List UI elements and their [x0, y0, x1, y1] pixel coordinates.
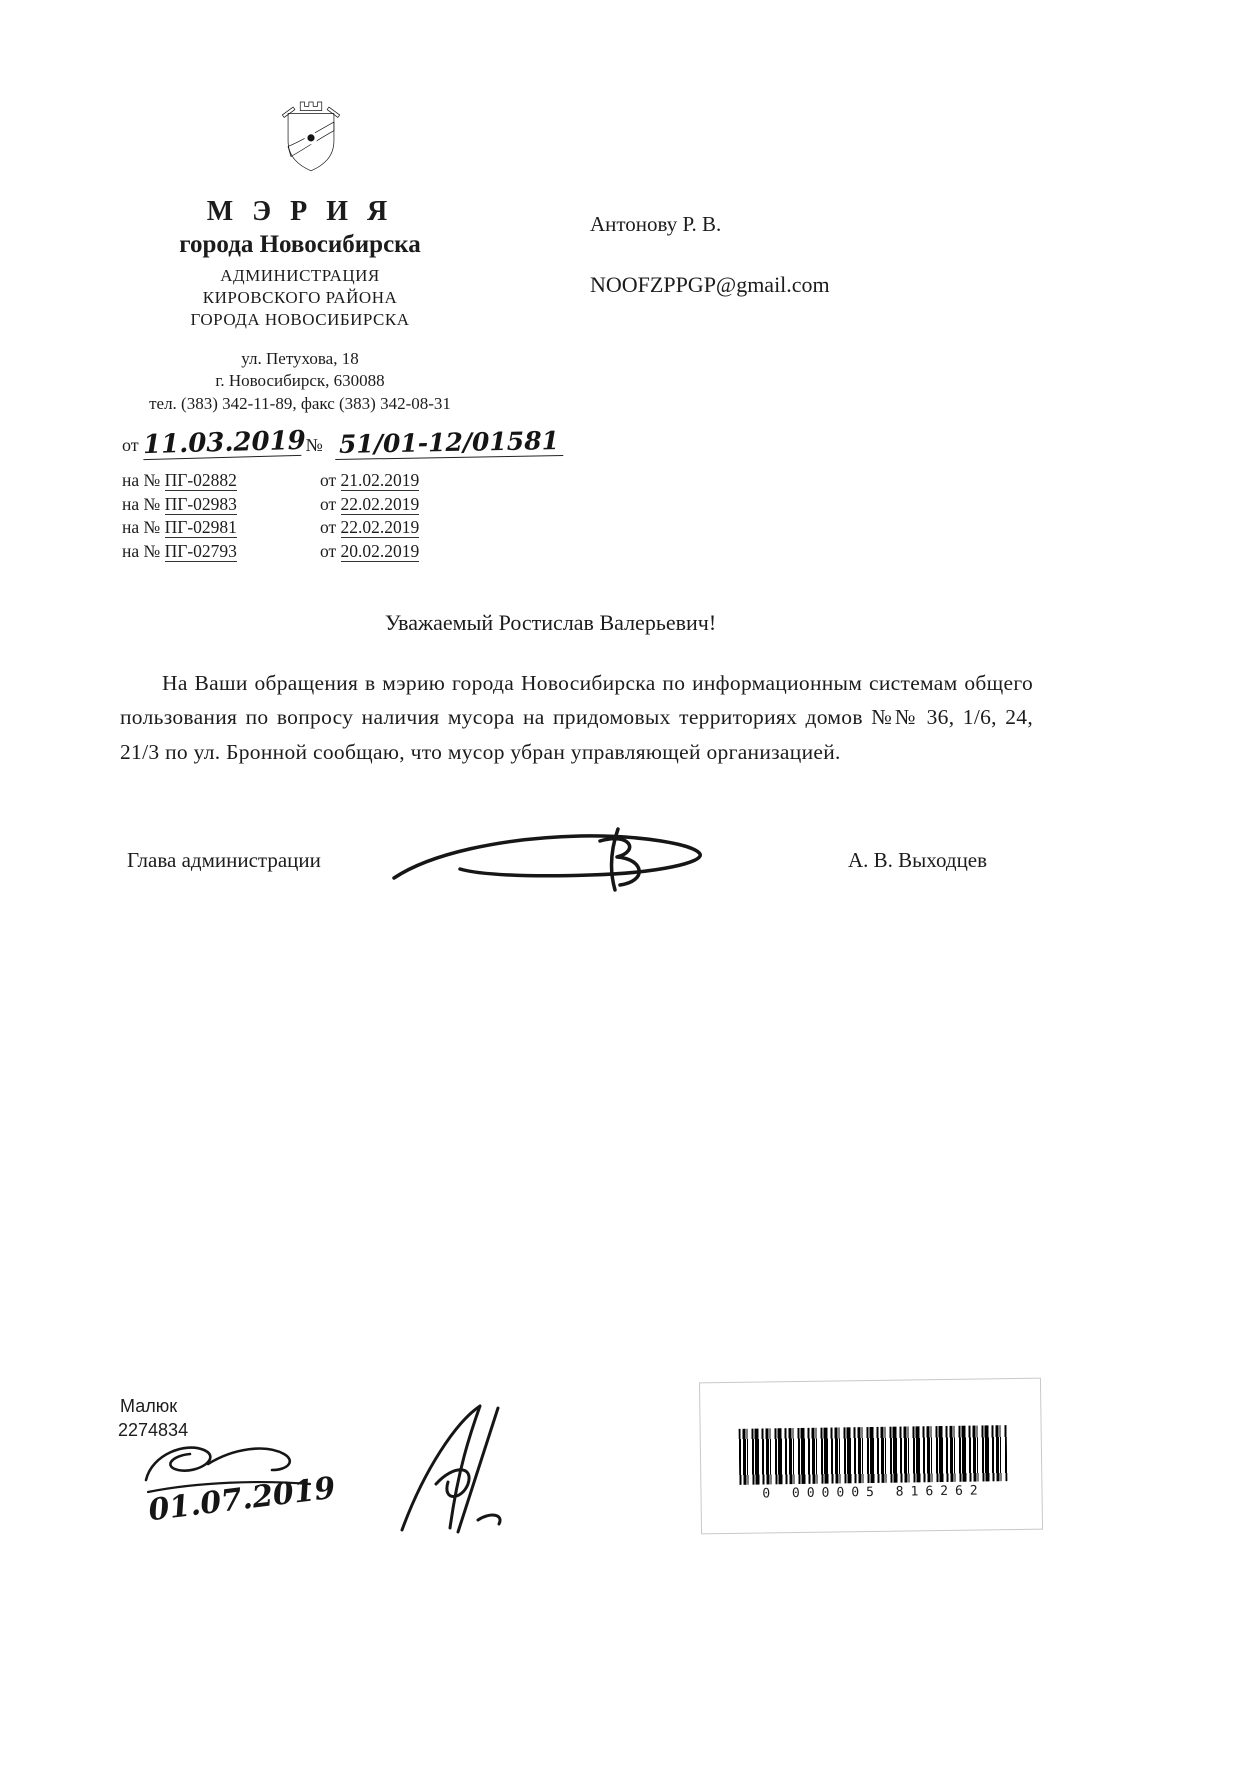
- ref-label: на №: [122, 517, 161, 537]
- ref-date: 20.02.2019: [340, 540, 420, 561]
- ref-number: ПГ-02983: [164, 493, 237, 514]
- org-name-line2: города Новосибирска: [179, 231, 421, 258]
- recipient-name: Антонову Р. В.: [590, 212, 722, 236]
- org-admin-line1: АДМИНИСТРАЦИЯ: [220, 266, 380, 285]
- ref-number: ПГ-02793: [164, 540, 237, 561]
- reference-row: [122, 470, 482, 494]
- salutation: Уважаемый Ростислав Валерьевич!: [385, 610, 717, 635]
- ref-label: на №: [122, 493, 161, 514]
- ref-number: ПГ-02882: [164, 470, 237, 490]
- executor-name: Малюк: [120, 1396, 178, 1416]
- registration-barcode: [699, 1378, 1043, 1535]
- org-address-street: ул. Петухова, 18: [241, 349, 359, 368]
- handwritten-date: 01.07.2019: [146, 1470, 338, 1529]
- ref-date: 22.02.2019: [340, 517, 420, 537]
- ref-date: 22.02.2019: [340, 493, 420, 514]
- novosibirsk-coat-of-arms-icon: [268, 92, 354, 178]
- org-address-city: г. Новосибирск, 630088: [215, 371, 385, 390]
- org-admin-line2: КИРОВСКОГО РАЙОНА: [202, 288, 398, 307]
- letter-body-paragraph: На Ваши обращения в мэрию города Новосибирска по информационным системам общего пользования по вопросу наличия мусора на придомовых территориях домов №№ 36, 1/6, 24, 21/3 по ул. Бронной сообщаю, что мусор убран управляющей организацией.: [120, 671, 1033, 764]
- executor-signature-icon: [378, 1398, 548, 1540]
- ref-number: ПГ-02981: [164, 517, 237, 537]
- signatory-title: Глава администрации: [127, 848, 321, 872]
- outgoing-number-line: [122, 425, 642, 461]
- ref-from-label: от: [320, 470, 337, 490]
- incoming-references: [122, 470, 482, 564]
- reference-row: [122, 541, 482, 565]
- outgoing-no-handwritten: 51/01-12/01581: [335, 426, 563, 460]
- reference-row: [122, 494, 482, 518]
- head-signature-icon: [388, 826, 718, 900]
- ref-from-label: от: [320, 493, 337, 514]
- executor-phone: 2274834: [118, 1420, 189, 1440]
- barcode-bars-icon: [739, 1425, 1008, 1485]
- outgoing-date-handwritten: 11.03.2019: [142, 425, 307, 461]
- org-phone-fax: тел. (383) 342-11-89, факс (383) 342-08-31: [149, 394, 451, 413]
- signatory-name: А. В. Выходцев: [848, 848, 988, 872]
- org-name-line1: М Э Р И Я: [206, 196, 394, 227]
- ref-from-label: от: [320, 540, 337, 561]
- outgoing-from-label: от: [122, 435, 139, 455]
- recipient-email: NOOFZPPGP@gmail.com: [590, 272, 830, 297]
- org-admin-line3: ГОРОДА НОВОСИБИРСКА: [190, 310, 410, 329]
- ref-label: на №: [122, 470, 161, 490]
- outgoing-no-label: №: [305, 435, 323, 455]
- ref-label: на №: [122, 540, 161, 561]
- ref-date: 21.02.2019: [340, 470, 420, 490]
- reference-row: [122, 517, 482, 541]
- ref-from-label: от: [320, 517, 337, 537]
- barcode-digits: 0 000005 816262: [762, 1483, 985, 1502]
